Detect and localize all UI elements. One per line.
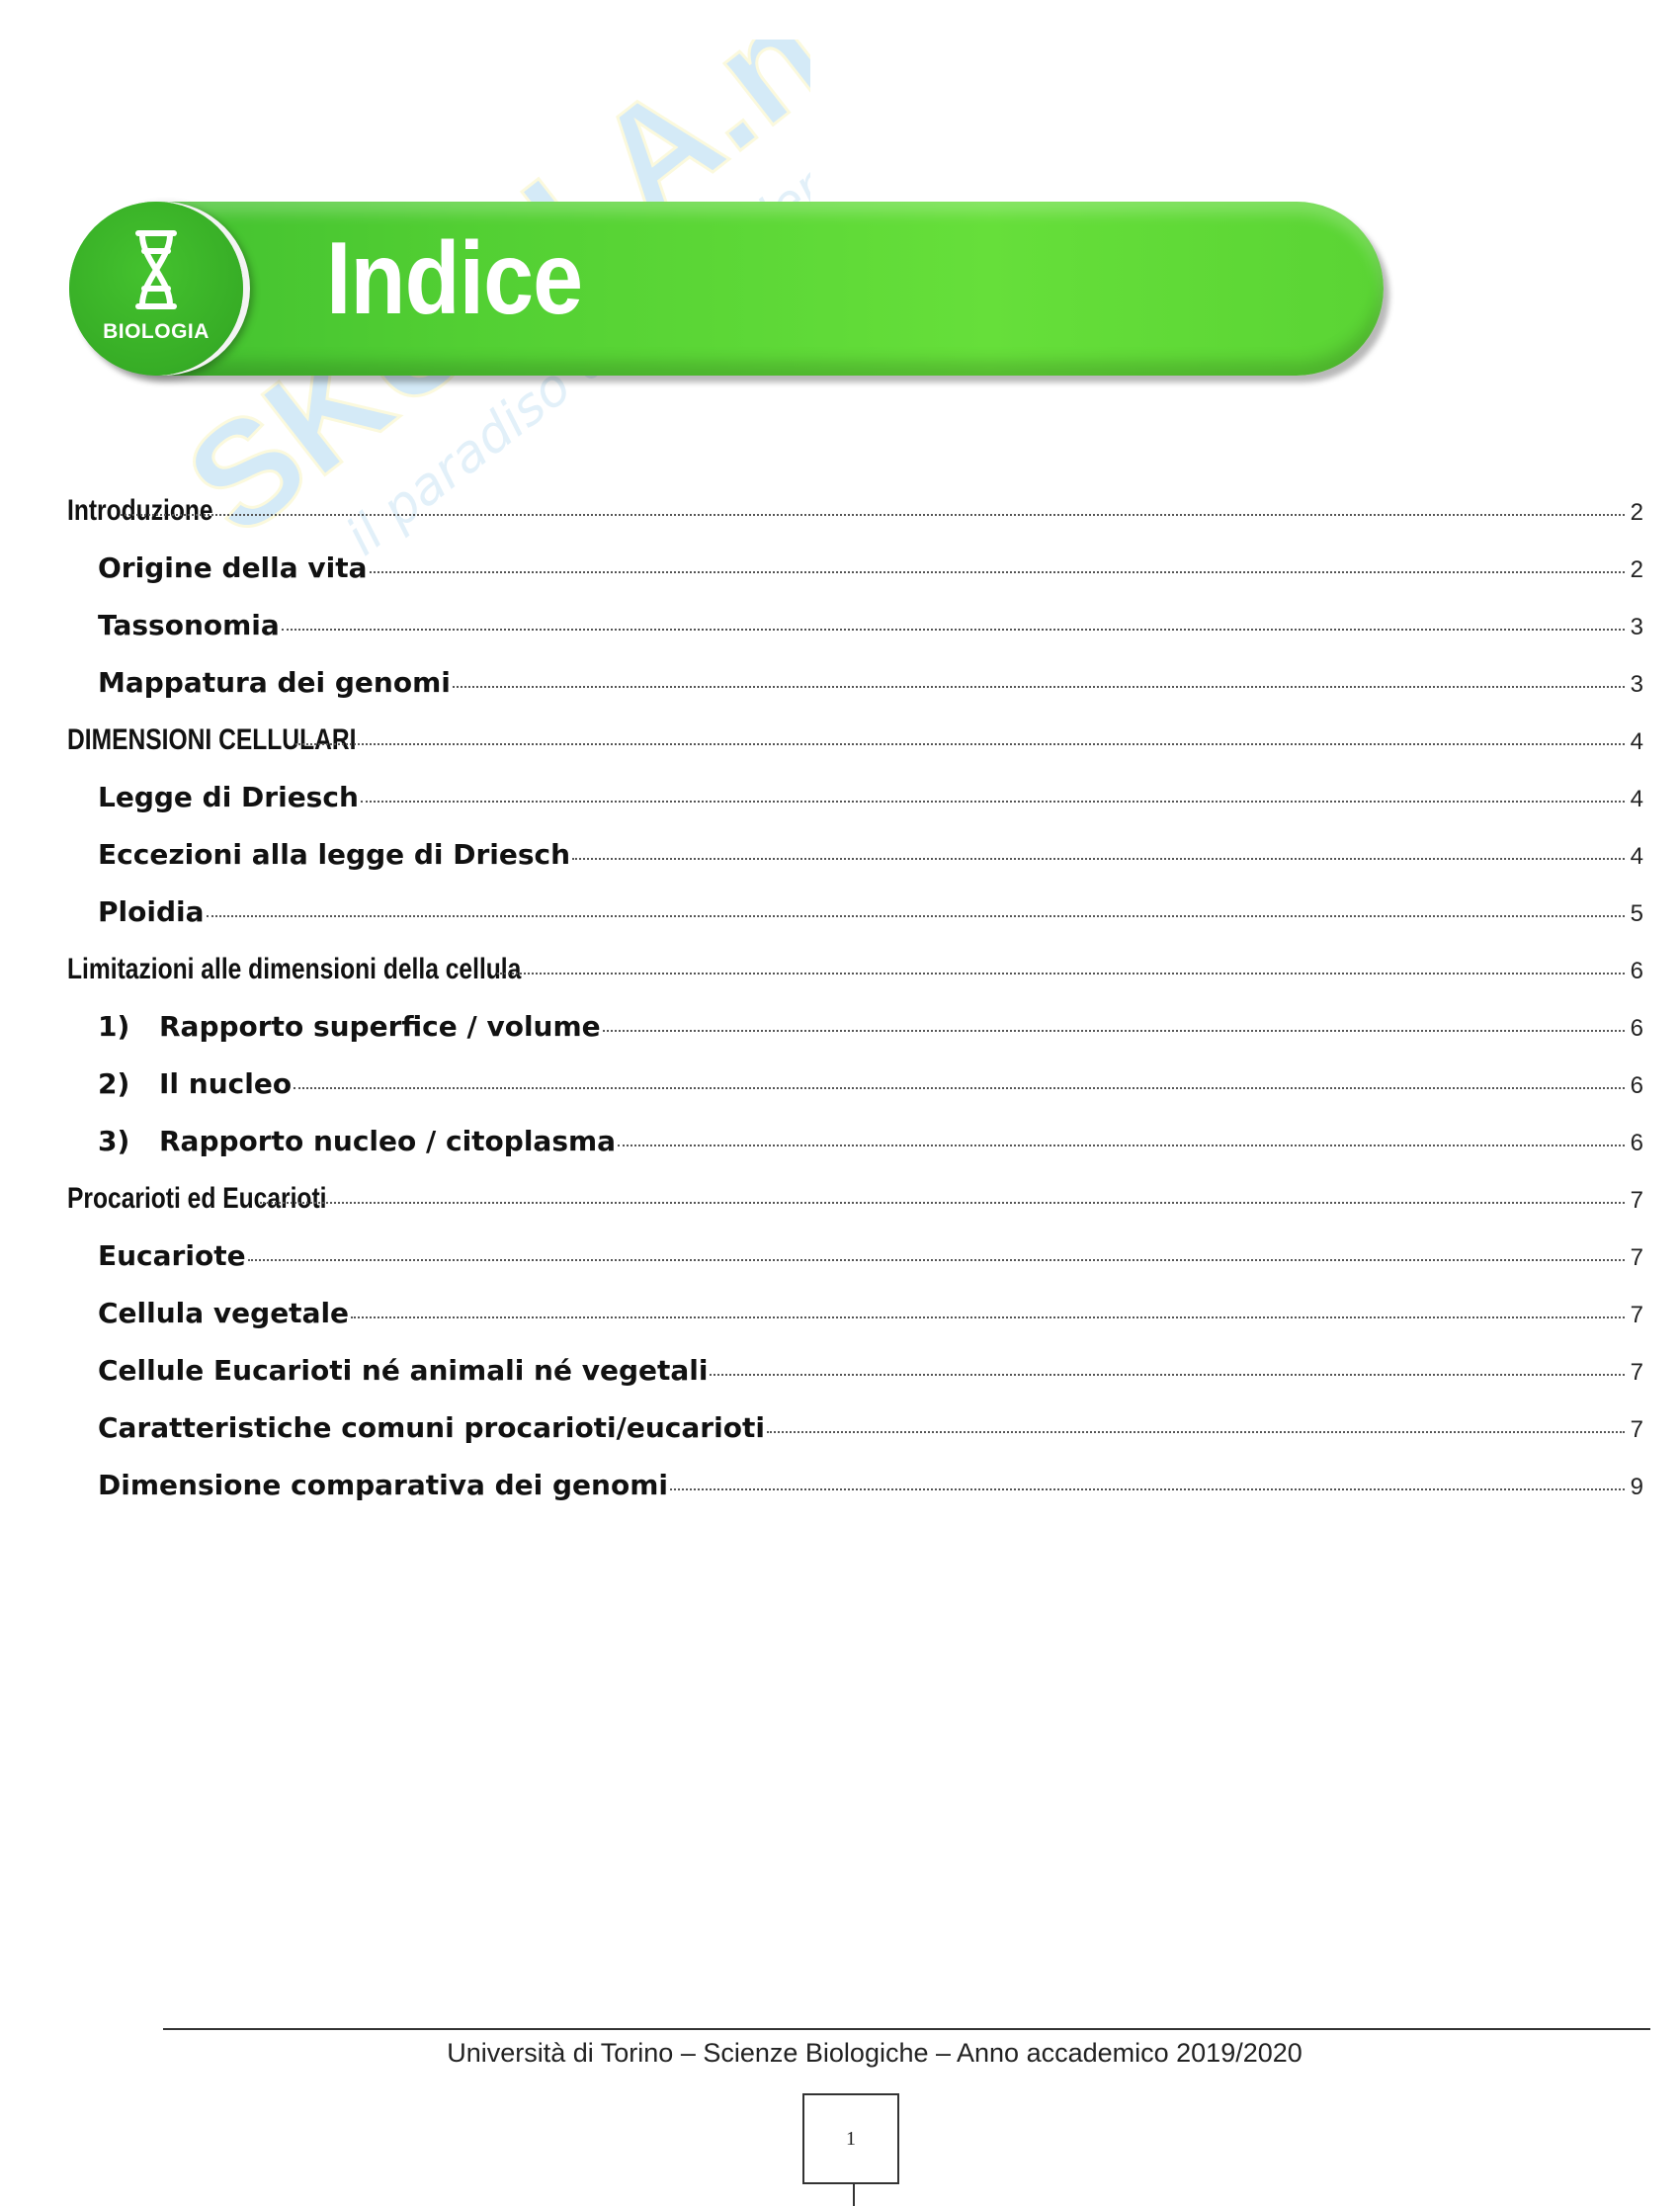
toc-entry-label	[67, 1411, 765, 1444]
toc-entry-text: Tassonomia	[98, 609, 280, 641]
toc-entry-text: Dimensione comparativa dei genomi	[98, 1469, 668, 1501]
page-number-stem	[853, 2182, 855, 2206]
toc-entry[interactable]	[67, 1125, 1643, 1182]
toc-entry[interactable]	[67, 494, 1643, 552]
toc-entry-label	[67, 1125, 616, 1157]
toc-dot-leader	[351, 1316, 1625, 1318]
toc-entry-page: 7	[1630, 1302, 1643, 1328]
page-title: Indice	[326, 221, 583, 336]
toc-entry-text: Rapporto nucleo / citoplasma	[159, 1125, 617, 1157]
toc-entry[interactable]	[67, 666, 1643, 723]
toc-entry-text: Mappatura dei genomi	[98, 666, 451, 699]
toc-entry-text: DIMENSIONI CELLULARI	[67, 723, 357, 756]
page-number-box	[802, 2093, 899, 2184]
toc-dot-leader	[618, 1145, 1625, 1146]
toc-entry-label	[67, 953, 521, 986]
toc-dot-leader	[603, 1030, 1625, 1032]
toc-entry-page: 6	[1630, 958, 1643, 984]
toc-entry-text: Introduzione	[67, 494, 213, 527]
toc-entry[interactable]	[67, 1411, 1643, 1469]
toc-entry-text: Cellula vegetale	[98, 1297, 350, 1329]
toc-entry[interactable]	[67, 1469, 1643, 1526]
toc-entry-text: Legge di Driesch	[98, 781, 359, 813]
toc-entry-page: 7	[1630, 1187, 1643, 1214]
header-banner	[69, 202, 1384, 376]
footer-rule	[163, 2028, 1650, 2030]
toc-entry-text: Cellule Eucarioti né animali né vegetali	[98, 1354, 709, 1387]
toc-entry-text: Il nucleo	[159, 1067, 293, 1100]
biologia-badge	[69, 202, 243, 376]
toc-entry-page: 3	[1630, 614, 1643, 640]
toc-entry-label	[67, 1067, 292, 1100]
toc-entry-page: 9	[1630, 1474, 1643, 1500]
toc-entry-label	[67, 666, 451, 699]
toc-entry[interactable]	[67, 723, 1643, 781]
toc-entry-page: 7	[1630, 1244, 1643, 1271]
toc-entry-page: 5	[1630, 900, 1643, 927]
toc-dot-leader	[248, 1259, 1625, 1261]
toc-entry-page: 6	[1630, 1015, 1643, 1042]
toc-entry[interactable]	[67, 781, 1643, 838]
toc-dot-leader	[370, 571, 1625, 573]
toc-entry[interactable]	[67, 895, 1643, 953]
toc-entry-page: 7	[1630, 1359, 1643, 1386]
toc-entry-label	[67, 552, 368, 584]
toc-entry-text: Procarioti ed Eucarioti	[67, 1182, 327, 1215]
toc-entry-label	[67, 895, 205, 928]
toc-entry-page: 6	[1630, 1072, 1643, 1099]
toc-dot-leader	[497, 973, 1625, 975]
table-of-contents	[67, 494, 1643, 1526]
toc-entry[interactable]	[67, 953, 1643, 1010]
footer-text: Università di Torino – Scienze Biologiche – Anno accademico 2019/2020	[447, 2038, 1302, 2068]
toc-entry-label	[67, 723, 356, 757]
toc-entry-label	[67, 781, 359, 813]
toc-entry-text: Limitazioni alle dimensioni della cellula	[67, 953, 522, 985]
toc-entry[interactable]	[67, 1010, 1643, 1067]
toc-dot-leader	[572, 858, 1625, 860]
toc-entry[interactable]	[67, 1239, 1643, 1297]
toc-entry[interactable]	[67, 1297, 1643, 1354]
toc-entry[interactable]	[67, 1354, 1643, 1411]
dna-icon	[130, 229, 182, 310]
toc-entry-page: 6	[1630, 1130, 1643, 1156]
toc-entry-text: Rapporto superfice / volume	[159, 1010, 601, 1043]
toc-dot-leader	[295, 743, 1625, 745]
toc-entry-number: 1)	[98, 1010, 130, 1043]
badge-label: BIOLOGIA	[103, 320, 210, 343]
toc-entry-page: 3	[1630, 671, 1643, 698]
toc-entry-page: 4	[1630, 843, 1643, 870]
toc-entry-label	[67, 838, 570, 871]
toc-dot-leader	[670, 1488, 1625, 1490]
toc-entry[interactable]	[67, 1067, 1643, 1125]
toc-dot-leader	[260, 1202, 1625, 1204]
toc-entry-text: Eccezioni alla legge di Driesch	[98, 838, 571, 871]
toc-entry-text: Caratteristiche comuni procarioti/eucarioti	[98, 1411, 765, 1444]
toc-entry-page: 2	[1630, 499, 1643, 526]
toc-entry-text: Eucariote	[98, 1239, 246, 1272]
toc-entry-text: Origine della vita	[98, 552, 368, 584]
toc-dot-leader	[710, 1374, 1624, 1376]
toc-entry-label	[67, 1182, 326, 1216]
toc-entry-label	[67, 1354, 708, 1387]
toc-dot-leader	[207, 915, 1625, 917]
toc-dot-leader	[453, 686, 1625, 688]
toc-entry-label	[67, 1239, 246, 1272]
toc-dot-leader	[294, 1087, 1625, 1089]
toc-entry-page: 4	[1630, 728, 1643, 755]
toc-entry[interactable]	[67, 838, 1643, 895]
toc-entry[interactable]	[67, 552, 1643, 609]
toc-entry-label	[67, 494, 213, 528]
toc-dot-leader	[361, 801, 1625, 803]
page-number: 1	[846, 2128, 856, 2150]
toc-dot-leader	[282, 629, 1625, 631]
toc-entry-number: 2)	[98, 1067, 130, 1100]
toc-dot-leader	[767, 1431, 1625, 1433]
toc-entry-label	[67, 1469, 668, 1501]
toc-entry[interactable]	[67, 1182, 1643, 1239]
toc-entry-label	[67, 1010, 601, 1043]
toc-entry-label	[67, 609, 280, 641]
toc-entry-page: 7	[1630, 1416, 1643, 1443]
toc-entry-page: 4	[1630, 786, 1643, 812]
toc-dot-leader	[121, 514, 1624, 516]
toc-entry-text: Ploidia	[98, 895, 205, 928]
toc-entry-label	[67, 1297, 349, 1329]
toc-entry[interactable]	[67, 609, 1643, 666]
toc-entry-number: 3)	[98, 1125, 130, 1157]
toc-entry-page: 2	[1630, 556, 1643, 583]
